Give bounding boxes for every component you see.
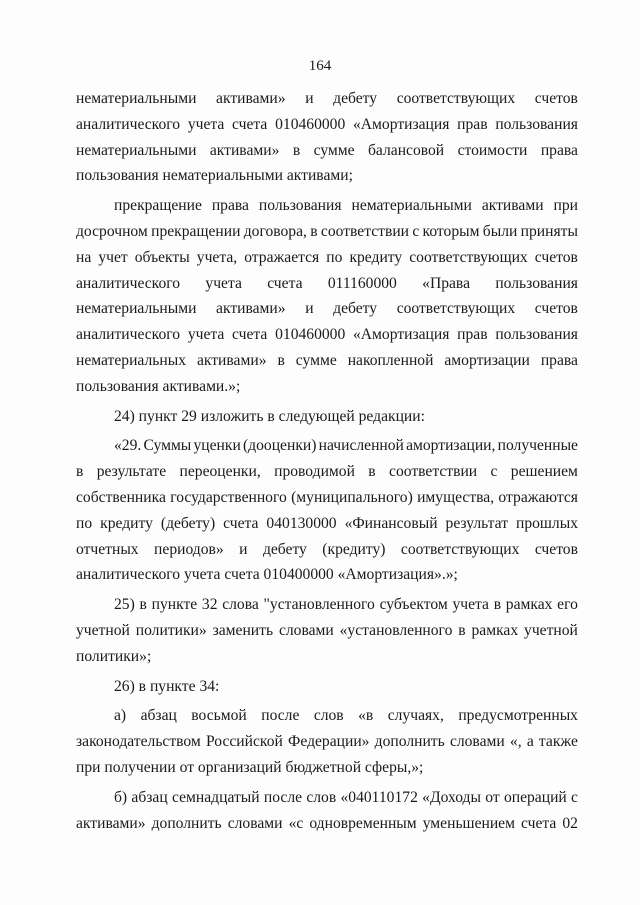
- word: слов: [306, 788, 337, 806]
- word: права: [540, 351, 578, 369]
- word: соответствующих: [400, 540, 520, 558]
- word: решением: [510, 463, 578, 481]
- word: права: [540, 141, 578, 159]
- word: 010460000: [275, 115, 346, 133]
- word: проводимой: [274, 463, 355, 481]
- word: словами: [227, 814, 283, 832]
- text-line: [76, 485, 578, 511]
- text-line: [76, 592, 578, 618]
- word: нематериальных: [76, 351, 186, 369]
- text-line: пользования активами.»;: [76, 377, 241, 395]
- word: словами: [278, 621, 334, 639]
- word: «в: [358, 707, 374, 725]
- word: "установленного: [263, 596, 375, 614]
- word: полученные: [497, 437, 578, 455]
- word: накопленной: [347, 351, 434, 369]
- text-line: [76, 811, 578, 837]
- paragraph-subitem-a: [76, 703, 578, 780]
- word: счета: [521, 814, 557, 832]
- word: амортизации,: [406, 437, 496, 455]
- word: абзац: [131, 788, 168, 806]
- word: переоценки,: [179, 463, 261, 481]
- word: и: [305, 300, 314, 318]
- word: счетов: [534, 248, 578, 266]
- word: в: [292, 141, 301, 159]
- page-number: 164: [308, 58, 332, 74]
- word: с: [490, 463, 498, 481]
- text-line: [76, 459, 578, 485]
- word: Суммы: [143, 437, 192, 455]
- word: и: [305, 90, 314, 107]
- word: прекращение: [114, 197, 202, 215]
- word: имущества,: [417, 488, 495, 506]
- word: счета: [223, 514, 259, 532]
- word: по: [326, 248, 343, 266]
- word: собственника: [76, 488, 166, 506]
- word: пользования: [495, 115, 578, 133]
- word: прекращении: [151, 222, 241, 240]
- text-line: [76, 618, 578, 644]
- text-line: 26) в пункте 34:: [114, 677, 220, 695]
- word: дебету: [333, 90, 378, 107]
- text-line: аналитического учета счета 010400000 «Амортизация».»;: [76, 566, 458, 584]
- word: «Права: [422, 274, 471, 292]
- word: нематериальными: [76, 90, 197, 107]
- word: нематериальными: [76, 300, 197, 318]
- word: субъектом: [379, 596, 448, 614]
- word: политики»: [135, 621, 207, 639]
- text-line: [76, 729, 578, 755]
- word: дополнить: [151, 814, 222, 832]
- word: результате: [96, 463, 167, 481]
- word: сумме: [295, 351, 337, 369]
- text-line: [76, 348, 578, 374]
- word: после: [261, 707, 300, 725]
- word: дебету: [333, 300, 378, 318]
- word: с: [412, 222, 420, 240]
- text-line: [76, 86, 578, 112]
- word: учета,: [196, 248, 238, 266]
- word: пользования: [258, 197, 342, 215]
- word: соответствии: [320, 222, 410, 240]
- word: счетов: [534, 300, 578, 318]
- word: дополнить: [374, 733, 445, 751]
- paragraph-29: [76, 433, 578, 588]
- word: а): [114, 707, 127, 725]
- word: (дебету): [160, 514, 216, 532]
- word: соответствующих: [409, 248, 528, 266]
- word: с: [571, 788, 578, 806]
- word: в: [310, 222, 318, 240]
- word: 25): [114, 596, 135, 614]
- word: балансовой: [368, 141, 445, 159]
- word: учета: [187, 115, 225, 133]
- word: и: [239, 540, 248, 558]
- word: одновременным: [309, 814, 417, 832]
- word: активами»: [76, 814, 146, 832]
- word: дебету: [262, 540, 307, 558]
- word: активами: [481, 197, 544, 215]
- word: операций: [503, 788, 567, 806]
- word: 02: [562, 814, 578, 832]
- word: «Амортизация: [353, 115, 450, 133]
- word: которым: [422, 222, 480, 240]
- text-line: [76, 271, 578, 297]
- word: отчетных: [76, 540, 139, 558]
- word: рамках: [505, 596, 553, 614]
- word: нематериальными: [76, 141, 197, 159]
- word: прошлых: [515, 514, 578, 532]
- text-line: 24) пункт 29 изложить в следующей редакции:: [114, 407, 425, 425]
- word: «Амортизация: [353, 326, 450, 344]
- word: прав: [457, 326, 488, 344]
- word: пункте: [151, 596, 198, 614]
- word: от: [485, 788, 500, 806]
- word: «,: [509, 733, 522, 751]
- word: счета: [267, 274, 303, 292]
- word: активами»: [216, 90, 286, 107]
- word: начисленной: [318, 437, 404, 455]
- word: счетов: [534, 90, 578, 107]
- word: законодательством: [76, 733, 201, 751]
- word: «Финансовый: [344, 514, 438, 532]
- text-line: [76, 245, 578, 271]
- text-line: [76, 511, 578, 537]
- word: 32: [201, 596, 218, 614]
- document-body: [76, 86, 578, 836]
- word: результат: [445, 514, 509, 532]
- word: (кредиту): [322, 540, 386, 558]
- paragraph-item-26: [76, 674, 578, 700]
- word: после: [263, 788, 303, 806]
- word: на: [76, 248, 92, 266]
- word: 011160000: [327, 274, 397, 292]
- paragraph-item-24: [76, 404, 578, 430]
- word: 040130000: [266, 514, 337, 532]
- word: учетной: [76, 621, 130, 639]
- word: активами»: [209, 141, 280, 159]
- word: аналитического: [76, 274, 181, 292]
- text-line: [76, 537, 578, 563]
- word: а: [526, 733, 534, 751]
- word: активами»: [216, 300, 286, 318]
- word: соответствии: [389, 463, 478, 481]
- word: аналитического: [76, 326, 181, 344]
- word: семнадцатый: [172, 788, 260, 806]
- word: (муниципального): [291, 488, 413, 506]
- word: «29.: [114, 437, 142, 455]
- word: периодов»: [154, 540, 224, 558]
- word: соответствующих: [396, 300, 516, 318]
- word: Федерации»: [288, 733, 370, 751]
- word: слов: [313, 707, 344, 725]
- word: словами: [449, 733, 505, 751]
- word: учета: [187, 326, 225, 344]
- word: прав: [457, 115, 488, 133]
- word: его: [557, 596, 578, 614]
- word: приняты: [520, 222, 578, 240]
- word: 010460000: [275, 326, 346, 344]
- text-line: при получении от организаций бюджетной сферы,»;: [76, 758, 424, 776]
- word: (дооценки): [242, 437, 317, 455]
- text-line: [76, 219, 578, 245]
- word: кредиту: [100, 514, 153, 532]
- word: нематериальными: [351, 197, 472, 215]
- word: права: [211, 197, 249, 215]
- text-line: пользования нематериальными активами;: [76, 167, 353, 185]
- word: активами»: [196, 351, 267, 369]
- word: учета: [452, 596, 489, 614]
- word: по: [76, 514, 93, 532]
- word: учета: [205, 274, 242, 292]
- paragraph-1: [76, 86, 578, 189]
- word: государственного: [170, 488, 287, 506]
- text-line: политики»;: [76, 647, 152, 665]
- word: отражаются: [498, 488, 578, 506]
- word: при: [553, 197, 578, 215]
- word: в: [76, 463, 84, 481]
- word: отражается: [244, 248, 320, 266]
- word: «040110172: [340, 788, 418, 806]
- word: амортизации: [444, 351, 530, 369]
- paragraph-subitem-b: [76, 785, 578, 837]
- word: в: [277, 351, 285, 369]
- word: кредиту: [349, 248, 403, 266]
- text-line: [76, 193, 578, 219]
- word: заменить: [212, 621, 274, 639]
- word: уценки: [193, 437, 241, 455]
- word: восьмой: [191, 707, 247, 725]
- word: также: [538, 733, 578, 751]
- word: учет: [98, 248, 128, 266]
- word: рамках: [471, 621, 519, 639]
- word: счетов: [534, 540, 578, 558]
- word: в: [368, 463, 376, 481]
- word: счета: [232, 115, 268, 133]
- paragraph-item-25: [76, 592, 578, 669]
- word: в: [493, 596, 502, 614]
- word: аналитического: [76, 115, 181, 133]
- text-line: [76, 322, 578, 348]
- text-line: [76, 785, 578, 811]
- text-line: [76, 703, 578, 729]
- word: слова: [222, 596, 259, 614]
- text-line: [76, 112, 578, 138]
- word: соответствующих: [396, 90, 516, 107]
- word: «установленного: [339, 621, 453, 639]
- word: случаях,: [387, 707, 444, 725]
- word: в: [458, 621, 466, 639]
- word: в: [139, 596, 147, 614]
- word: объекты: [134, 248, 190, 266]
- word: стоимости: [457, 141, 528, 159]
- word: пользования: [495, 326, 578, 344]
- word: Российской: [205, 733, 283, 751]
- word: «с: [288, 814, 304, 832]
- text-line: [76, 296, 578, 322]
- paragraph-2: [76, 193, 578, 399]
- word: учетной: [524, 621, 578, 639]
- word: договора,: [243, 222, 307, 240]
- word: б): [114, 788, 128, 806]
- word: сумме: [313, 141, 355, 159]
- word: досрочном: [76, 222, 148, 240]
- word: предусмотренных: [458, 707, 578, 725]
- word: абзац: [140, 707, 177, 725]
- word: пользования: [495, 274, 578, 292]
- word: уменьшением: [422, 814, 515, 832]
- text-line: [76, 138, 578, 164]
- word: счета: [232, 326, 268, 344]
- word: «Доходы: [422, 788, 481, 806]
- text-line: [76, 433, 578, 459]
- word: были: [482, 222, 518, 240]
